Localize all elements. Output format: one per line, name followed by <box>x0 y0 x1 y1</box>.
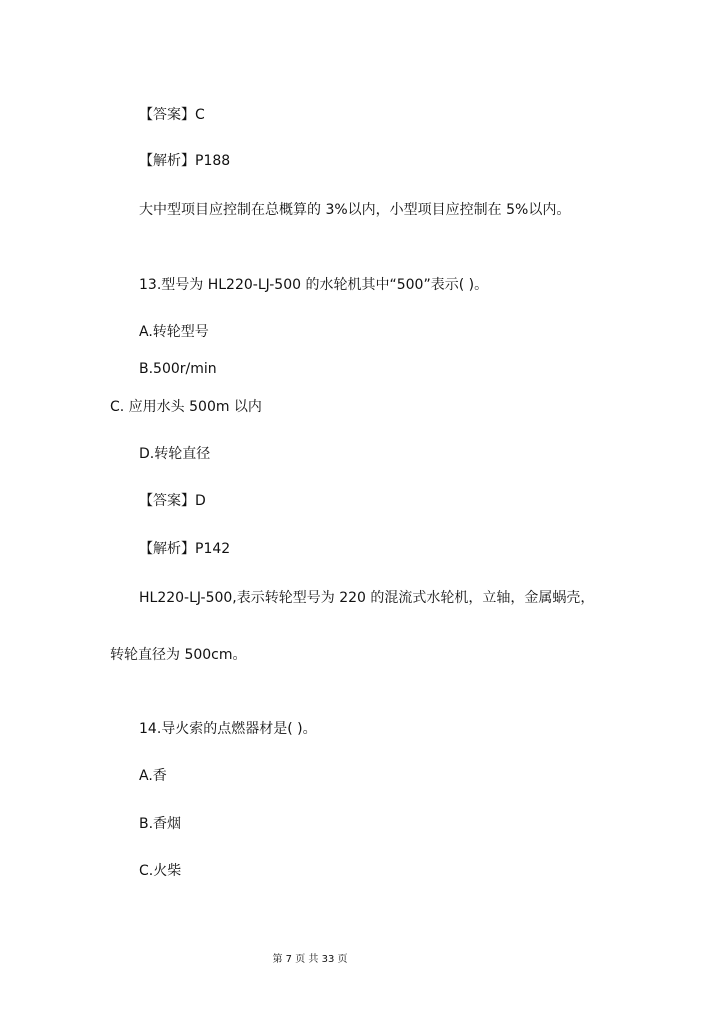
option-14-c: C.火柴 <box>139 863 182 879</box>
question-13: 13.型号为 HL220-LJ-500 的水轮机其中“500”表示( )。 <box>139 277 489 293</box>
analysis-text-13: HL220-LJ-500,表示转轮型号为 220 的混流式水轮机，立轴，金属蜗壳， <box>139 590 595 606</box>
question-14: 14.导火索的点燃器材是( )。 <box>139 721 317 737</box>
option-14-a: A.香 <box>139 768 167 784</box>
analysis-label-12: 【解析】P188 <box>139 153 231 169</box>
option-13-c: C. 应用水头 500m 以内 <box>110 399 262 415</box>
option-13-d: D.转轮直径 <box>139 446 211 462</box>
page-number: 第 7 页 共 33 页 <box>272 954 348 965</box>
answer-label-12: 【答案】C <box>139 107 205 123</box>
option-14-b: B.香烟 <box>139 816 182 832</box>
analysis-text-12: 大中型项目应控制在总概算的 3%以内，小型项目应控制在 5%以内。 <box>139 202 571 218</box>
analysis-label-13: 【解析】P142 <box>139 541 231 557</box>
analysis-text-13-cont: 转轮直径为 500cm。 <box>110 647 247 663</box>
answer-label-13: 【答案】D <box>139 493 206 509</box>
option-13-b: B.500r/min <box>139 361 217 377</box>
option-13-a: A.转轮型号 <box>139 324 209 340</box>
